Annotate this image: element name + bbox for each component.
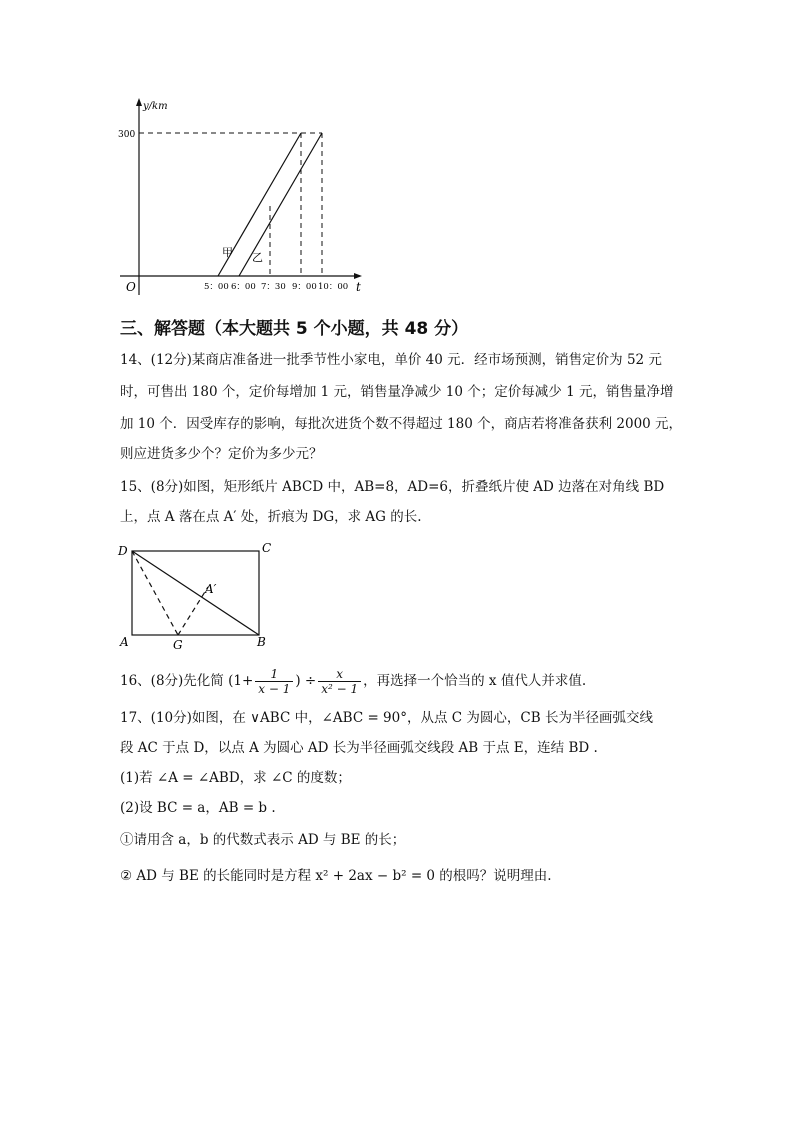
y-tick-300: 300 xyxy=(118,130,136,140)
rectangle-fold-figure xyxy=(112,538,282,653)
x-tick-730: 7：30 xyxy=(261,282,286,292)
x-axis-arrow xyxy=(354,273,362,279)
q17-sub-1: ①请用含 a，b 的代数式表示 AD 与 BE 的长； xyxy=(120,832,406,848)
x-tick-600: 6：00 xyxy=(231,282,256,292)
section-title: 三、解答题（本大题共 5 个小题，共 48 分） xyxy=(120,319,469,339)
q15-line-1: 15、(8分)如图，矩形纸片 ABCD 中，AB=8，AD=6，折叠纸片使 AD 边落在对角线 BD xyxy=(120,479,665,495)
diagonal-bd xyxy=(132,551,259,635)
series-jia-label: 甲 xyxy=(222,246,233,259)
q17-line-2: 段 AC 于点 D，以点 A 为圆心 AD 长为半径画弧交线段 AB 于点 E，连结 BD . xyxy=(120,740,598,756)
crease-dg xyxy=(132,551,178,635)
x-tick-900: 9：00 xyxy=(292,282,317,292)
q15-line-2: 上，点 A 落在点 A′ 处，折痕为 DG，求 AG 的长. xyxy=(120,509,422,525)
q14-line-1: 14、(12分)某商店准备进一批季节性小家电，单价 40 元．经市场预测，销售定价为 52 元 xyxy=(120,352,662,368)
x-tick-1000: 10：00 xyxy=(318,282,349,292)
label-g: G xyxy=(173,638,183,652)
q16-frac1-num: 1 xyxy=(255,667,293,682)
q16-fraction-2 xyxy=(318,667,361,696)
label-a-prime: A′ xyxy=(205,582,217,596)
q16-mid: ) ÷ xyxy=(295,673,317,689)
q17-sub-2: ② AD 与 BE 的长能同时是方程 x² + 2ax − b² = 0 的根吗？说明理由. xyxy=(120,868,552,884)
q17-part-2: (2)设 BC = a，AB = b . xyxy=(120,800,276,816)
series-yi-label: 乙 xyxy=(252,251,263,264)
q16-suffix: ，再选择一个恰当的 x 值代人并求值. xyxy=(363,673,587,689)
label-c: C xyxy=(262,541,272,555)
q14-line-3: 加 10 个．因受库存的影响，每批次进货个数不得超过 180 个，商店若将准备获利 2000 元， xyxy=(120,416,683,432)
y-axis-arrow xyxy=(136,98,142,106)
t-axis-label: t xyxy=(356,280,361,294)
q14-line-4: 则应进货多少个？定价为多少元？ xyxy=(120,446,323,462)
q14-line-2: 时，可售出 180 个，定价每增加 1 元，销售量净减少 10 个；定价每减少 1 元，销售量净增 xyxy=(120,384,674,400)
q16-frac2-num: x xyxy=(318,667,361,682)
q17-line-1: 17、(10分)如图，在 ∨ABC 中，∠ABC = 90°，从点 C 为圆心，CB 长为半径画弧交线 xyxy=(120,710,653,726)
q16-line xyxy=(120,666,680,696)
segment-ga-prime xyxy=(178,587,208,635)
q16-prefix: 16、(8分)先化简 (1+ xyxy=(120,673,254,689)
label-a: A xyxy=(120,635,129,649)
q17-part-1: (1)若 ∠A = ∠ABD，求 ∠C 的度数； xyxy=(120,770,351,786)
label-b: B xyxy=(257,635,266,649)
y-axis-label: y/km xyxy=(143,101,168,112)
x-tick-500: 5：00 xyxy=(204,282,229,292)
q16-frac2-den: x² − 1 xyxy=(321,682,359,696)
q16-fraction-1 xyxy=(255,667,293,696)
origin-label: O xyxy=(126,280,136,294)
label-d: D xyxy=(118,544,128,558)
distance-time-graph xyxy=(110,95,380,300)
q16-frac1-den: x − 1 xyxy=(258,682,291,696)
